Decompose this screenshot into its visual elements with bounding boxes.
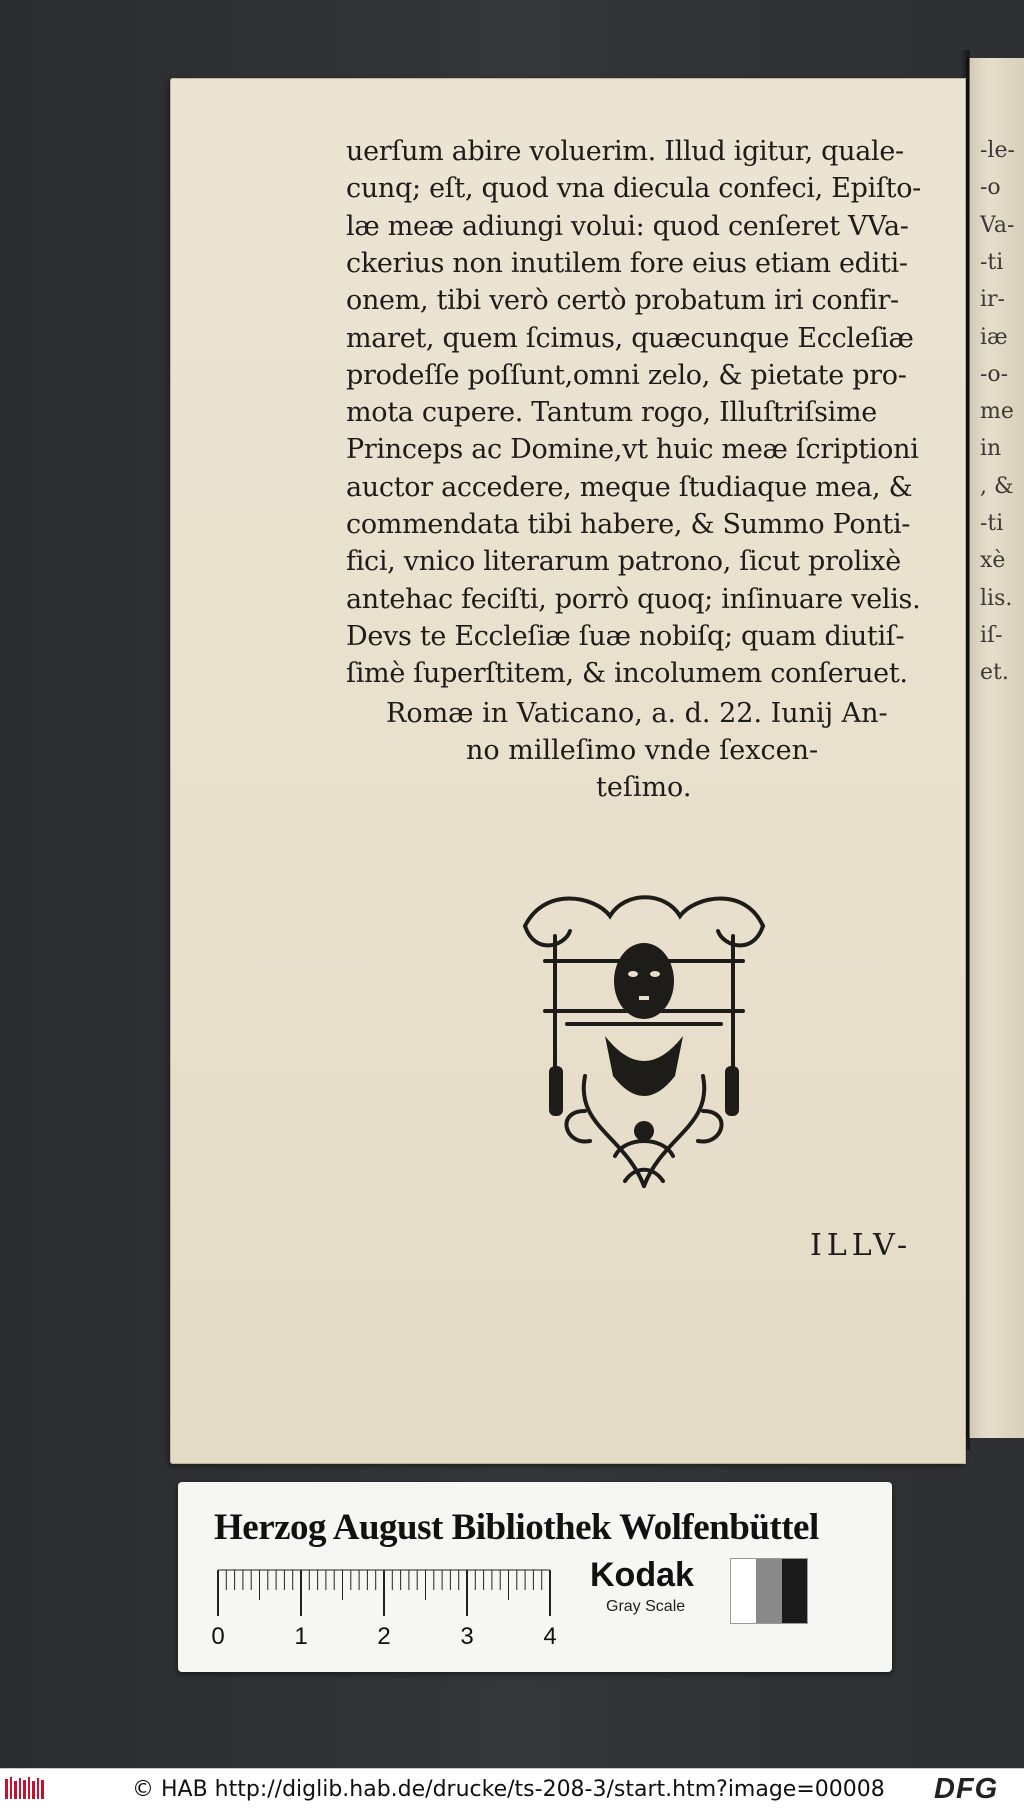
text-line: læ meæ adiungi volui: quod cenſeret VVa- xyxy=(346,210,909,242)
text-line: mota cupere. Tantum rogo, Illuſtriſsime xyxy=(346,397,877,429)
closing-line: Romæ in Vaticano, a. d. 22. Iunij An- xyxy=(386,697,888,729)
closing-line: no milleſimo vnde ſexcen- xyxy=(466,734,819,766)
facing-page-edge xyxy=(966,58,1024,1438)
facing-page-fragment: , & xyxy=(980,473,1014,499)
viewer-footer xyxy=(0,1768,1024,1808)
book-page xyxy=(170,78,966,1464)
gray-swatch-white xyxy=(731,1559,756,1623)
facing-page-fragment: -ti xyxy=(980,511,1004,536)
text-line: antehac feciſti, porrò quoq; inſinuare velis. xyxy=(346,583,921,615)
text-line: maret, quem ſcimus, quæcunque Eccleſiæ xyxy=(346,322,914,354)
text-line: auctor accedere, meque ſtudiaque mea, & xyxy=(346,471,913,503)
facing-page-fragment: iſ- xyxy=(980,622,1003,648)
text-line: cunq; eſt, quod vna diecula confeci, Epiſto- xyxy=(346,173,921,205)
gray-swatch-black xyxy=(782,1559,807,1623)
facing-page-fragment: lis. xyxy=(980,585,1013,611)
text-line: uerſum abire voluerim. Illud igitur, quale- xyxy=(346,136,904,167)
catchword: ILLV- xyxy=(810,1228,913,1263)
ruler-number: 3 xyxy=(460,1623,474,1650)
kodak-brand: Kodak xyxy=(590,1556,694,1594)
ruler-scale xyxy=(211,1568,557,1650)
hab-barcode-logo-icon xyxy=(4,1775,48,1801)
source-url-link[interactable]: © HAB http://diglib.hab.de/drucke/ts-208-3/start.htm?image=00008 xyxy=(132,1777,885,1802)
facing-page-fragment: -le- xyxy=(980,138,1015,163)
facing-page-fragment: ir- xyxy=(980,287,1005,313)
ruler-number: 0 xyxy=(211,1623,225,1650)
text-line: ſimè ſuperſtitem, & incolumem conſeruet. xyxy=(346,658,908,690)
gray-swatch-mid xyxy=(756,1559,781,1623)
facing-page-fragment: -ti xyxy=(980,249,1004,275)
facing-page-fragment: xè xyxy=(980,548,1006,574)
grotesque-mask-tailpiece-icon xyxy=(515,886,773,1196)
facing-page-fragment: Va- xyxy=(980,212,1015,238)
ruler-number: 1 xyxy=(294,1623,308,1650)
facing-page-fragment: iæ xyxy=(980,324,1008,350)
ruler-number: 4 xyxy=(543,1623,557,1650)
closing-line: teſimo. xyxy=(596,772,692,804)
facing-page-fragment: -o xyxy=(980,175,1001,201)
facing-page-fragment: me xyxy=(980,399,1014,425)
facing-page-fragment: in xyxy=(980,436,1002,462)
facing-page-fragment: et. xyxy=(980,660,1009,686)
gray-scale-swatch xyxy=(730,1558,808,1624)
kodak-gray-scale-label: Gray Scale xyxy=(606,1598,686,1615)
dfg-logo: DFG xyxy=(934,1773,999,1805)
ruler-number: 2 xyxy=(377,1623,391,1650)
text-line: Devs te Eccleſiæ ſuæ nobiſq; quam diutiſ- xyxy=(346,620,905,652)
library-name: Herzog August Bibliothek Wolfenbüttel xyxy=(214,1507,819,1548)
text-line: ckerius non inutilem fore eius etiam editi- xyxy=(346,247,908,279)
text-line: commendata tibi habere, & Summo Ponti- xyxy=(346,509,911,540)
text-line: Princeps ac Domine,vt huic meæ ſcriptioni xyxy=(346,434,919,466)
facing-page-fragment: -o- xyxy=(980,361,1009,387)
text-line: prodeſſe poſſunt,omni zelo, & pietate pro- xyxy=(346,359,907,391)
text-line: fici, vnico literarum patrono, ſicut prolixè xyxy=(346,546,901,578)
text-line: onem, tibi verò certò probatum iri confir- xyxy=(346,285,899,317)
library-label-card xyxy=(178,1482,892,1672)
